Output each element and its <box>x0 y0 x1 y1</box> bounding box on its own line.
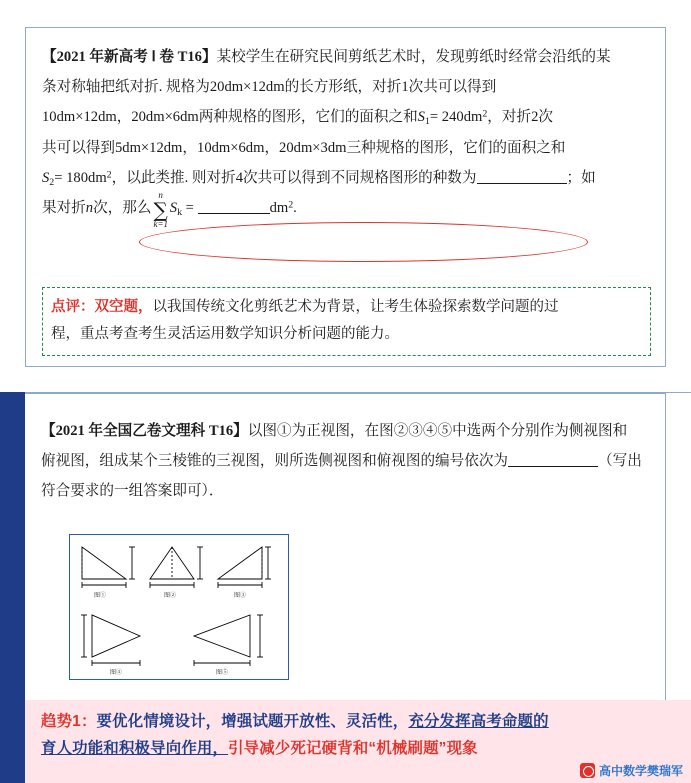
question-1-sep-3: ， <box>264 139 280 156</box>
question-1-line6-a: 果对折 <box>42 200 86 217</box>
question-1-spec-3: 20dm×6dm <box>131 109 199 126</box>
answer-blank-1[interactable] <box>477 169 567 185</box>
question-1-sym-s1-sub: 1 <box>424 116 430 128</box>
comment-line-2: 程，重点考查考生灵活运用数学知识分析问题的能力。 <box>51 325 399 342</box>
question-1-val-s2: = 180dm <box>54 169 107 186</box>
trend-seg-5: “机械刷 <box>368 739 424 757</box>
question-1-sym-sk-sub: k <box>177 206 183 218</box>
question-2-line1: 以图①为正视图，在图②③④⑤中选两个分别作为侧视图和 <box>247 423 628 439</box>
summation-symbol <box>153 189 169 229</box>
answer-blank-3[interactable] <box>508 452 598 468</box>
trend-seg-6: 题” <box>423 739 447 757</box>
comment-box <box>42 287 651 356</box>
trend-line-1 <box>41 709 677 736</box>
question-1-spec-6: 20dm×3dm <box>279 139 347 156</box>
question-1-spec-1: 20dm×12dm <box>209 79 285 96</box>
question-1-line4-a: 共可以得到 <box>42 139 115 156</box>
trend-banner <box>25 700 691 783</box>
question-1-sep-2: ， <box>182 139 198 156</box>
answer-blank-2[interactable] <box>198 199 270 215</box>
question-2-line2: 俯视图，组成某个三棱锥的三视图，则所选侧视图和俯视图的编号依次为 <box>41 453 509 470</box>
question-card-1 <box>25 27 666 367</box>
question-1-val-s1-sup: 2 <box>482 108 488 120</box>
trend-seg-2: 充分发挥高考命题的 <box>408 713 549 730</box>
question-1-sep-1: ， <box>116 109 132 126</box>
comment-line-1 <box>51 294 642 321</box>
question-1-body <box>42 42 649 229</box>
sigma-glyph: ∑ <box>153 197 168 222</box>
question-1-spec-5: 10dm×6dm <box>197 139 265 156</box>
question-1-val-s2-sup: 2 <box>106 169 112 181</box>
three-view-diagrams <box>70 535 286 677</box>
question-1-line5-a: ，以此类推. 则对折 <box>111 169 236 186</box>
question-2-body <box>41 416 647 507</box>
question-2-frame <box>25 393 666 703</box>
comment-label: 点评：双空题， <box>51 299 153 315</box>
question-1-spec-2: 10dm×12dm <box>42 109 117 126</box>
trend-label: 趋势1： <box>41 713 97 730</box>
question-1-period: . <box>293 200 297 217</box>
summation-upper-limit: n <box>158 189 163 200</box>
trend-seg-7: 现象 <box>446 739 478 757</box>
shield-icon <box>580 763 595 778</box>
blue-side-bar <box>0 392 25 783</box>
figure-caption-2: 图② <box>163 593 177 599</box>
question-1-unit-sup: 2 <box>288 199 294 211</box>
question-1-fold-4: 4 <box>235 169 243 186</box>
question-1-line3-c: ，对折 <box>487 109 532 126</box>
trend-seg-1: 要优化情境设计，增强试题开放性、灵活性， <box>96 713 409 730</box>
figure-caption-4: 图④ <box>109 670 123 676</box>
question-1-line3-b: 两种规格的图形，它们的面积之和 <box>198 109 418 126</box>
question-1-line5-c: ；如 <box>566 169 596 186</box>
question-1-fold-2: 2 <box>531 109 539 126</box>
question-2-line2-tail: （写出 <box>598 453 642 470</box>
question-1-equals: = <box>185 200 194 217</box>
question-1-line1: 某校学生在研究民间剪纸艺术时，发现剪纸时经常会沿纸的某 <box>216 49 611 65</box>
question-1-line2-c: 次共可以得到 <box>408 79 497 96</box>
figure-caption-3: 图③ <box>233 593 247 599</box>
comment-text-1: 以我国传统文化剪纸艺术为背景，让考生体验探索数学问题的过 <box>152 299 559 315</box>
question-1-line4-d: 三种规格的图形，它们的面积之和 <box>346 139 566 156</box>
watermark <box>580 762 683 779</box>
question-1-sym-s2-sub: 2 <box>49 176 55 188</box>
question-1-fold-1: 1 <box>401 79 409 96</box>
trend-seg-4: 引导减少死记硬背和 <box>228 739 369 757</box>
question-1-unit: dm <box>269 200 289 217</box>
figure-caption-1: 图① <box>93 593 107 599</box>
question-1-sym-s1: S <box>417 109 425 126</box>
summation-lower-limit: k=1 <box>153 218 169 229</box>
question-1-line2-b: 的长方形纸，对折 <box>284 79 402 96</box>
question-2-tag: 【2021 年全国乙卷文理科 T16】 <box>41 423 248 439</box>
trend-seg-3: 育人功能和积极导向作用， <box>41 739 229 757</box>
figure-panel <box>69 534 289 680</box>
figure-caption-5: 图⑤ <box>215 670 229 676</box>
trend-line-2 <box>41 736 677 763</box>
question-1-line5-b: 次共可以得到不同规格图形的种数为 <box>242 169 477 186</box>
question-1-line2-a: 条对称轴把纸对折. 规格为 <box>42 79 210 96</box>
question-1-spec-4: 5dm×12dm <box>114 139 183 156</box>
question-1-sym-n: n <box>85 200 94 217</box>
question-1-sym-s2: S <box>42 169 50 186</box>
question-2-line3: 符合要求的一组答案即可）． <box>41 483 224 500</box>
question-1-line3-d: 次 <box>538 109 553 126</box>
red-ellipse-annotation <box>139 218 588 262</box>
question-1-sym-sk: S <box>169 200 178 217</box>
watermark-text: 高中数学樊瑞军 <box>598 764 683 778</box>
question-1-tag: 【2021 年新高考 Ⅰ 卷 T16】 <box>42 49 217 65</box>
question-1-line6-b: 次，那么 <box>93 200 152 217</box>
question-1-val-s1: = 240dm <box>429 109 483 126</box>
